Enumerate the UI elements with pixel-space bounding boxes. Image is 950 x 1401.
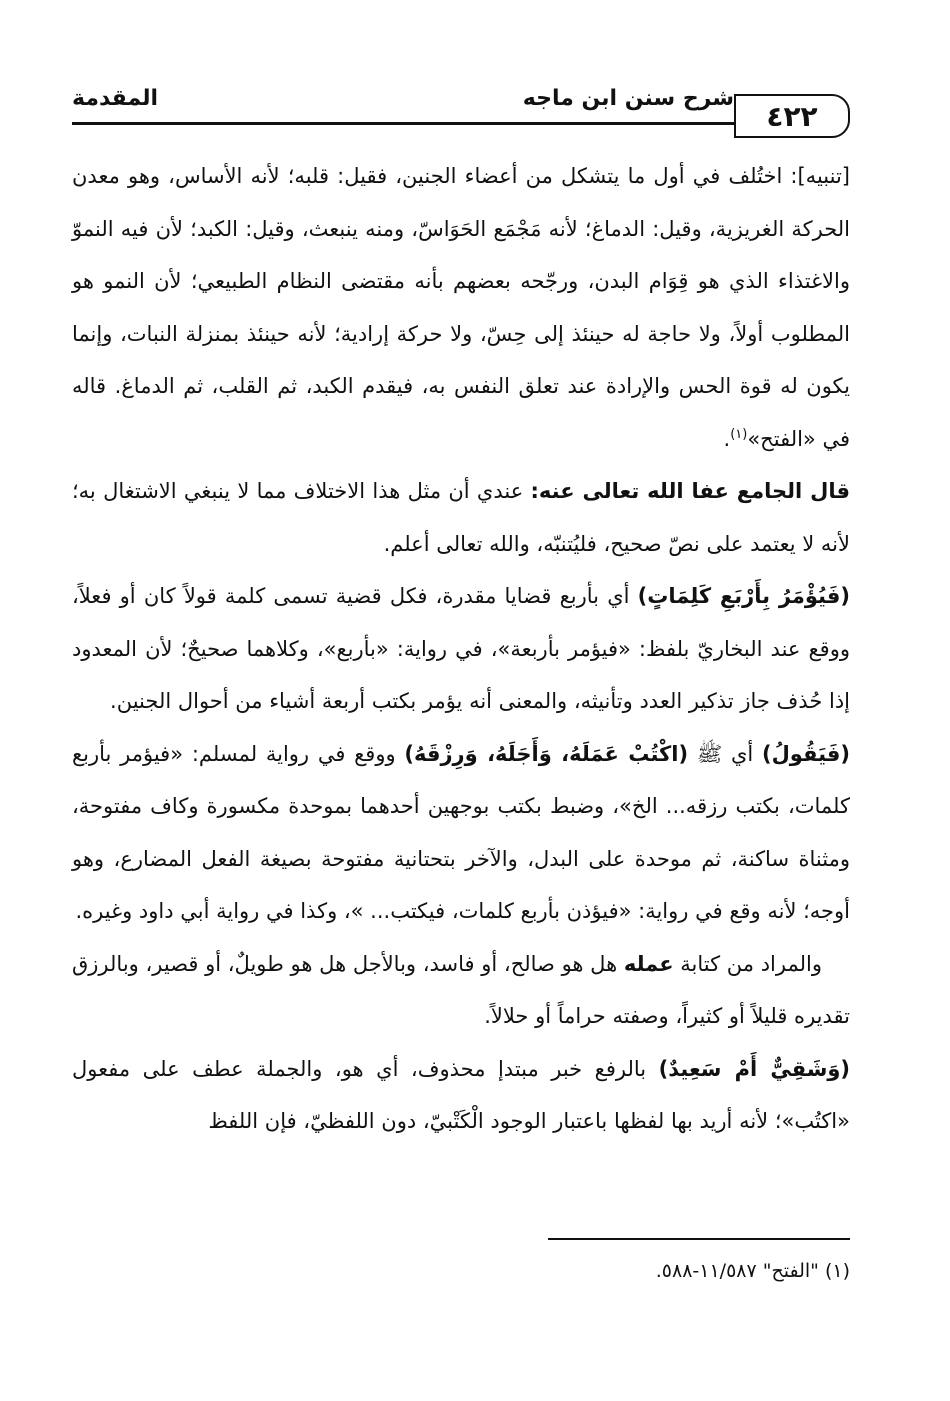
text-segment: عندي أن مثل هذا الاختلاف مما لا ينبغي الاشتغال به؛ لأنه لا يعتمد على نصّ صحيح، فليُتنبّه، والله تعالى أعلم.: [72, 479, 850, 556]
body-text: [72, 150, 850, 1148]
text-segment: أي ﷺ: [688, 741, 762, 766]
text-segment: [تنبيه]: اختُلف في أول ما يتشكل من أعضاء الجنين، فقيل: قلبه؛ لأنه الأساس، وهو معدن الحركة الغريزية، وقيل: الدماغ؛ لأنه مَجْمَع الحَوَاسّ، ومنه ينبعث، وقيل: الكبد؛ لأن فيه النموّ والاغتذاء الذي هو قِوَام البدن، ورجّحه بعضهم بأنه مقتضى النظام الطبيعي؛ لأن النمو هو المطلوب أولاً، ولا حاجة له حينئذ إلى حِسّ، ولا حركة إرادية؛ لأنه حينئذ بمنزلة النبات، وإنما يكون له قوة الحس والإرادة عند تعلق النفس به، فيقدم الكبد، ثم القلب، ثم الدماغ. قاله في «الفتح»: [72, 164, 850, 451]
page-number: ٤٢٢: [734, 94, 850, 138]
book-title: شرح سنن ابن ماجه: [522, 86, 734, 111]
bold-text: (فَيُؤْمَرُ بِأَرْبَعِ كَلِمَاتٍ): [637, 584, 850, 608]
page-header: [72, 80, 850, 133]
text-segment: هل هو صالح، أو فاسد، وبالأجل هل هو طويلٌ، أو قصير، وبالرزق تقديره قليلاً أو كثيراً، وصفته حراماً أو حلالاً.: [72, 951, 850, 1028]
paragraph: [72, 465, 850, 570]
footnote-marker: (١): [730, 426, 748, 442]
paragraph: [72, 570, 850, 728]
bold-text: عمله: [623, 951, 674, 976]
text-segment: .: [723, 426, 731, 451]
text-segment: ووقع في رواية لمسلم: «فيؤمر بأربع كلمات، بكتب رزقه... الخ»، وضبط بكتب بوجهين أحدهما بموحدة مكسورة وكاف مفتوحة، ومثناة ساكنة، ثم موحدة على البدل، والآخر بتحتانية مفتوحة بصيغة الفعل المضارع، وهو أوجه؛ لأنه وقع في رواية: «فيؤذن بأربع كلمات، فيكتب... »، وكذا في رواية أبي داود وغيره.: [72, 741, 850, 923]
footnote: (١) "الفتح" ١١/٥٨٧-٥٨٨.: [655, 1260, 850, 1282]
text-segment: أي بأربع قضايا مقدرة، فكل قضية تسمى كلمة قولاً كان أو فعلاً، ووقع عند البخاريّ بلفظ: «فيؤمر بأربعة»، في رواية: «بأربع»، وكلاهما صحيحٌ؛ لأن المعدود إذا حُذف جاز تذكير العدد وتأنيثه، والمعنى أنه يؤمر بكتب أربعة أشياء من أحوال الجنين.: [72, 584, 850, 713]
bold-text: (فَيَقُولُ): [761, 741, 850, 766]
section-title: المقدمة: [72, 86, 159, 111]
footnote-rule: [548, 1238, 850, 1240]
paragraph: [72, 150, 850, 465]
bold-text: (وَشَقِيٌّ أَمْ سَعِيدٌ): [658, 1056, 850, 1081]
bold-text: (اكْتُبْ عَمَلَهُ، وَأَجَلَهُ، وَرِزْقَهُ): [404, 741, 689, 766]
paragraph: [72, 1043, 850, 1148]
paragraph: [72, 938, 850, 1043]
text-segment: بالرفع خبر مبتدإ محذوف، أي هو، والجملة عطف على مفعول «اكتُب»؛ لأنه أريد بها لفظها باعتبار الوجود الْكَتْبيّ، دون اللفظيّ، فإن اللفظ: [72, 1056, 850, 1133]
paragraph: [72, 728, 850, 938]
header-rule: [72, 122, 738, 125]
text-segment: والمراد من كتابة: [673, 951, 822, 976]
bold-text: قال الجامع عفا الله تعالى عنه:: [530, 479, 850, 503]
